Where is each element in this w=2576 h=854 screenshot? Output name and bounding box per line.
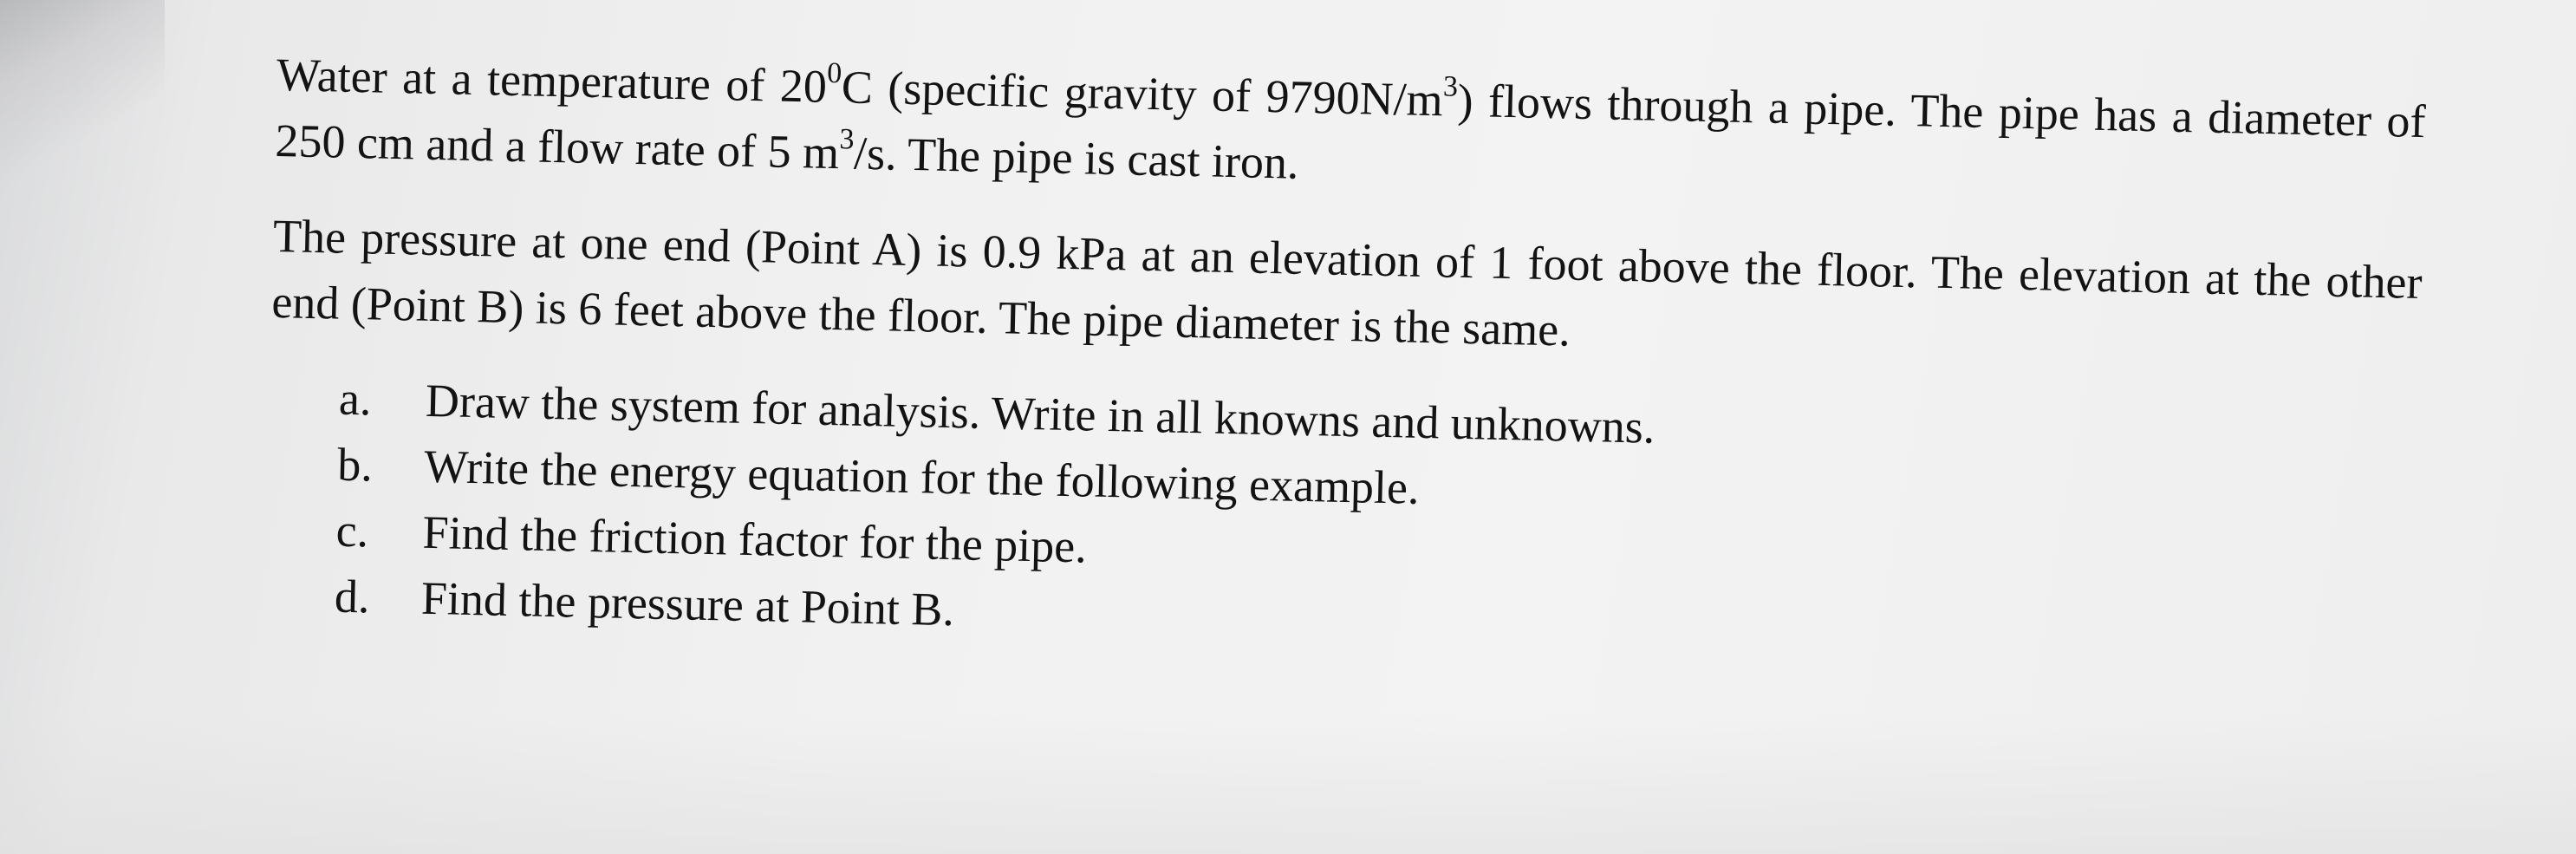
intro-text-2: C (specific gravity of 9790N/m xyxy=(841,61,1444,127)
paper-shadow-bottom xyxy=(0,715,2576,854)
intro-text-3: ) flows through a pipe. The pipe has a diameter of 250 cm and a flow rate of 5 m xyxy=(274,74,2427,179)
task-marker: c. xyxy=(335,504,369,557)
intro-text-1: Water at a temperature of 20 xyxy=(276,48,828,113)
task-text: Write the energy equation for the following example. xyxy=(423,440,1421,514)
cubic-superscript-1: 3 xyxy=(1442,70,1459,103)
task-marker: a. xyxy=(338,372,373,426)
task-text: Draw the system for analysis. Write in all knowns and unknowns. xyxy=(425,374,1656,453)
problem-intro-paragraph xyxy=(275,42,2427,220)
task-text: Find the pressure at Point B. xyxy=(420,571,955,636)
task-text: Find the friction factor for the pipe. xyxy=(422,505,1088,573)
task-list xyxy=(264,364,2488,676)
task-marker: b. xyxy=(336,438,374,492)
intro-text-4: /s. The pipe is cast iron. xyxy=(853,127,1300,189)
degree-superscript: 0 xyxy=(826,56,842,90)
problem-conditions-paragraph: The pressure at one end (Point A) is 0.9 kPa at an elevation of 1 foot above the floor. The elevation at the other end (Point B) is 6 feet above the floor. The pipe diameter is the same. xyxy=(270,209,2423,356)
task-marker: d. xyxy=(334,570,371,623)
problem-text xyxy=(264,42,2495,676)
paper-shadow xyxy=(0,0,165,199)
cubic-superscript-2: 3 xyxy=(839,123,855,156)
